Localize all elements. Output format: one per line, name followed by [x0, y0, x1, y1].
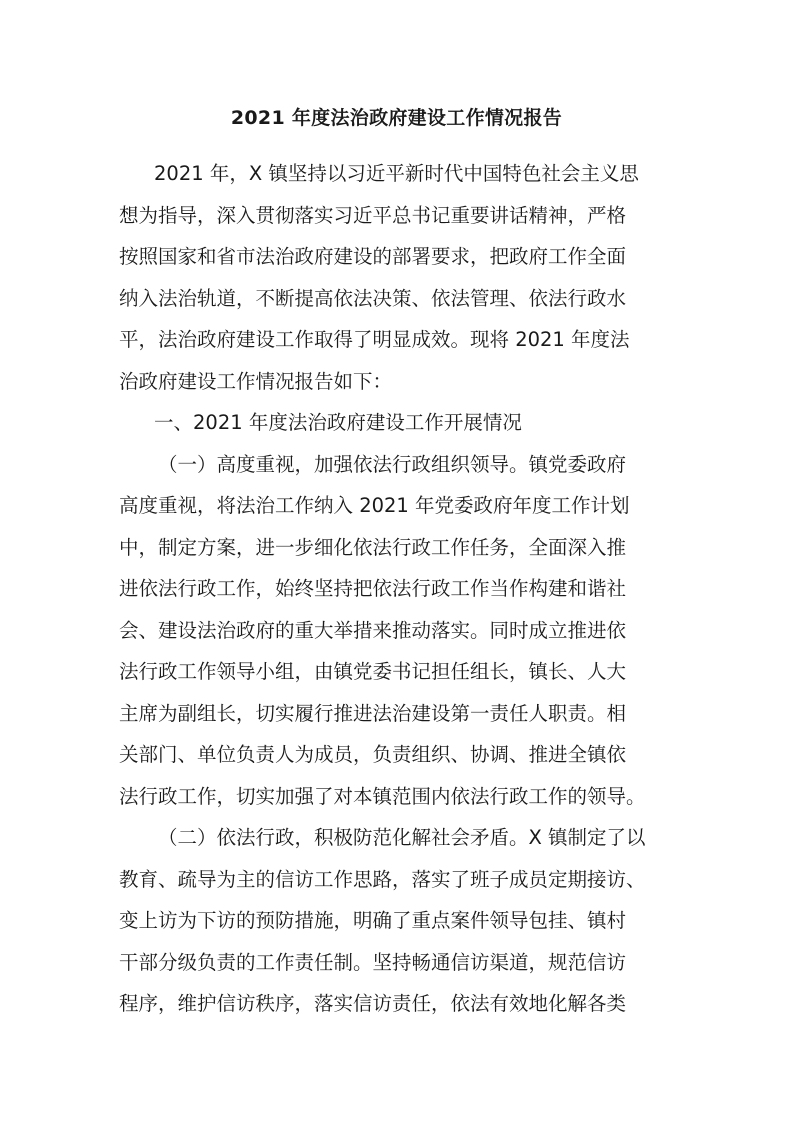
- paragraph-line: 变上访为下访的预防措施，明确了重点案件领导包挂、镇村: [119, 909, 627, 932]
- paragraph-line: 会、建设法治政府的重大举措来推动落实。同时成立推进依: [119, 618, 627, 642]
- paragraph-line: 中，制定方案，进一步细化依法行政工作任务，全面深入推: [119, 535, 627, 559]
- paragraph-line: （一）高度重视，加强依法行政组织领导。镇党委政府: [158, 452, 627, 476]
- paragraph-line: 主席为副组长，切实履行推进法治建设第一责任人职责。相: [119, 701, 627, 725]
- paragraph-line: 法行政工作，切实加强了对本镇范围内依法行政工作的领导。: [119, 784, 646, 808]
- paragraph-line: 进依法行政工作，始终坚持把依法行政工作当作构建和谐社: [119, 577, 627, 600]
- paragraph-line: 想为指导，深入贯彻落实习近平总书记重要讲话精神，严格: [119, 203, 627, 227]
- paragraph-line: 教育、疏导为主的信访工作思路，落实了班子成员定期接访、: [119, 867, 646, 891]
- paragraph-line: 治政府建设工作情况报告如下：: [119, 369, 393, 393]
- paragraph-line: 干部分级负责的工作责任制。坚持畅通信访渠道，规范信访: [119, 950, 627, 974]
- paragraph-line: 关部门、单位负责人为成员，负责组织、协调、推进全镇依: [119, 743, 627, 766]
- paragraph-line: 按照国家和省市法治政府建设的部署要求，把政府工作全面: [119, 245, 627, 268]
- paragraph-line: 法行政工作领导小组，由镇党委书记担任组长，镇长、人大: [119, 660, 627, 683]
- paragraph-line: 平，法治政府建设工作取得了明显成效。现将 2021 年度法: [119, 328, 630, 351]
- paragraph-line: 纳入法治轨道，不断提高依法决策、依法管理、依法行政水: [119, 286, 627, 310]
- document-body: [119, 153, 685, 1025]
- section-heading: 一、2021 年度法治政府建设工作开展情况: [154, 411, 522, 434]
- paragraph-line: （二）依法行政，积极防范化解社会矛盾。X 镇制定了以: [158, 826, 646, 849]
- document-title: 2021 年度法治政府建设工作情况报告: [230, 107, 563, 129]
- paragraph-line: 高度重视，将法治工作纳入 2021 年党委政府年度工作计划: [119, 494, 630, 517]
- paragraph-line: 程序，维护信访秩序，落实信访责任，依法有效地化解各类: [119, 992, 627, 1015]
- paragraph-line: 2021 年，X 镇坚持以习近平新时代中国特色社会主义思: [154, 162, 639, 185]
